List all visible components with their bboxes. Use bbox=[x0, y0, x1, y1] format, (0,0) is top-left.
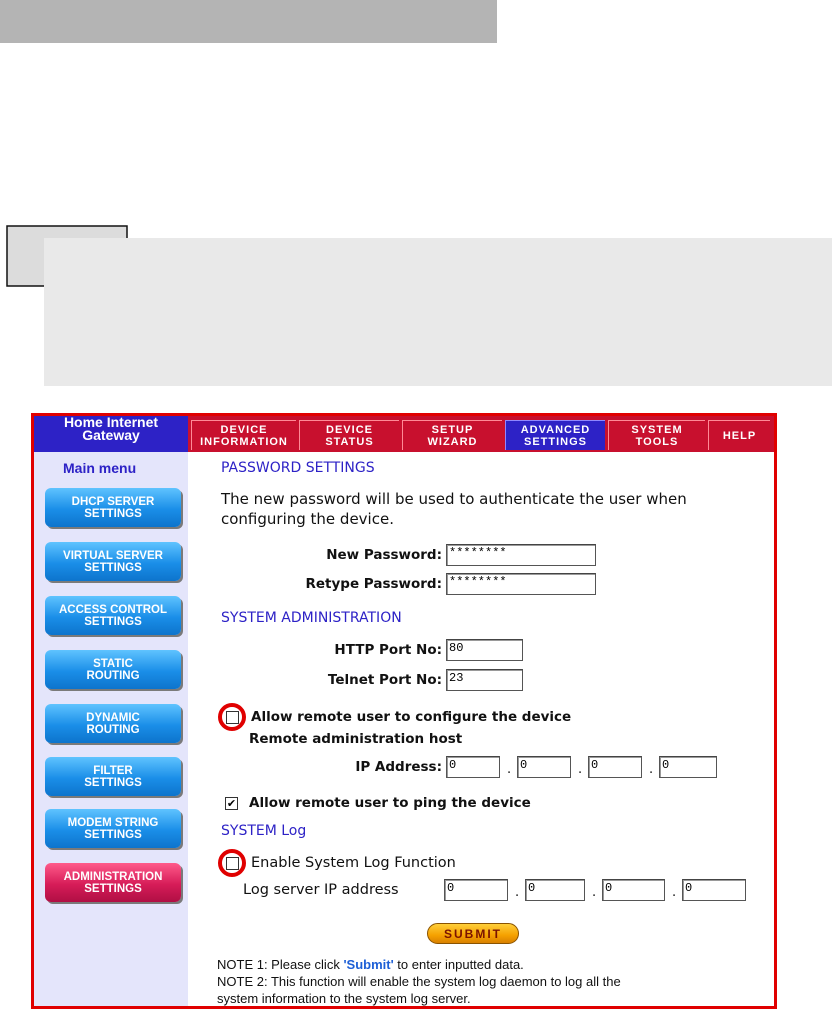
note-1-link: 'Submit' bbox=[343, 957, 394, 972]
tab-label: ADVANCED bbox=[520, 423, 591, 436]
sidebar-item-label: VIRTUAL SERVER bbox=[63, 549, 163, 562]
remote-ip-octet-3[interactable]: 0 bbox=[588, 756, 642, 778]
tab-label: HELP bbox=[722, 429, 757, 442]
top-nav bbox=[34, 416, 774, 452]
sidebar-item-dhcp-server-settings[interactable] bbox=[45, 488, 181, 527]
sidebar-item-virtual-server-settings[interactable] bbox=[45, 542, 181, 581]
remote-host-label: Remote administration host bbox=[249, 731, 463, 747]
sidebar-item-label: SETTINGS bbox=[84, 828, 142, 841]
sidebar-item-static-routing[interactable] bbox=[45, 650, 181, 689]
log-ip-octet-4[interactable]: 0 bbox=[682, 879, 746, 901]
gray-note-band bbox=[44, 238, 832, 386]
note-2-line-1: NOTE 2: This function will enable the system log daemon to log all the bbox=[217, 974, 621, 989]
sidebar bbox=[34, 452, 188, 1006]
brand-line2: Gateway bbox=[82, 427, 140, 443]
password-settings-title: PASSWORD SETTINGS bbox=[221, 460, 375, 476]
system-administration-title: SYSTEM ADMINISTRATION bbox=[221, 610, 402, 626]
submit-button[interactable]: SUBMIT bbox=[427, 923, 519, 944]
tab-device-information[interactable] bbox=[191, 420, 296, 450]
ip-separator: . bbox=[672, 885, 677, 900]
sidebar-item-label: SETTINGS bbox=[84, 507, 142, 520]
http-port-label: HTTP Port No: bbox=[334, 642, 442, 658]
system-log-title: SYSTEM Log bbox=[221, 823, 307, 839]
sidebar-item-label: ADMINISTRATION bbox=[63, 870, 163, 883]
log-ip-octet-2[interactable]: 0 bbox=[525, 879, 585, 901]
sidebar-item-label: ROUTING bbox=[86, 669, 140, 682]
ip-separator: . bbox=[515, 885, 520, 900]
password-description: The new password will be used to authenticate the user when configuring the device. bbox=[221, 490, 687, 528]
router-admin-screenshot bbox=[31, 413, 777, 1009]
ip-separator: . bbox=[578, 762, 583, 777]
telnet-port-label: Telnet Port No: bbox=[327, 672, 442, 688]
sidebar-item-administration-settings[interactable] bbox=[45, 863, 181, 902]
note-1-prefix: NOTE 1: Please click bbox=[217, 957, 344, 972]
retype-password-input[interactable]: ******** bbox=[446, 573, 596, 595]
remote-ip-octet-1[interactable]: 0 bbox=[446, 756, 500, 778]
brand-line1: Home Internet bbox=[63, 414, 159, 430]
note-1-suffix: to enter inputted data. bbox=[393, 957, 524, 972]
tab-label: DEVICE bbox=[220, 423, 268, 436]
http-port-input[interactable]: 80 bbox=[446, 639, 523, 661]
ping-checkbox[interactable]: ✔ bbox=[226, 797, 237, 810]
sidebar-item-filter-settings[interactable] bbox=[45, 757, 181, 796]
tab-advanced-settings[interactable] bbox=[505, 420, 605, 450]
sidebar-item-label: MODEM STRING bbox=[67, 816, 159, 829]
log-server-label: Log server IP address bbox=[243, 882, 399, 898]
remote-config-label: Allow remote user to configure the device bbox=[251, 709, 572, 725]
note-2-line-2: system information to the system log server. bbox=[217, 991, 471, 1006]
tab-label: SYSTEM bbox=[631, 423, 683, 436]
tab-label: TOOLS bbox=[635, 435, 679, 448]
tab-help[interactable] bbox=[708, 420, 770, 450]
telnet-port-input[interactable]: 23 bbox=[446, 669, 523, 691]
ip-separator: . bbox=[592, 885, 597, 900]
sidebar-item-label: SETTINGS bbox=[84, 882, 142, 895]
sidebar-item-modem-string-settings[interactable] bbox=[45, 809, 181, 848]
sidebar-item-label: DYNAMIC bbox=[86, 711, 140, 724]
remote-ip-octet-4[interactable]: 0 bbox=[659, 756, 717, 778]
note-1 bbox=[217, 956, 524, 973]
sidebar-item-label: ACCESS CONTROL bbox=[59, 603, 167, 616]
log-ip-octet-1[interactable]: 0 bbox=[444, 879, 508, 901]
sidebar-item-access-control-settings[interactable] bbox=[45, 596, 181, 635]
enable-log-label: Enable System Log Function bbox=[251, 855, 456, 871]
sidebar-item-dynamic-routing[interactable] bbox=[45, 704, 181, 743]
sidebar-item-label: SETTINGS bbox=[84, 776, 142, 789]
new-password-input[interactable]: ******** bbox=[446, 544, 596, 566]
tab-label: WIZARD bbox=[427, 435, 478, 448]
sidebar-item-label: STATIC bbox=[93, 657, 133, 670]
ip-separator: . bbox=[507, 762, 512, 777]
tab-label: STATUS bbox=[325, 435, 374, 448]
settings-panel bbox=[188, 452, 774, 1006]
sidebar-item-label: ROUTING bbox=[86, 723, 140, 736]
tab-label: INFORMATION bbox=[200, 435, 288, 448]
ip-address-label: IP Address: bbox=[355, 759, 442, 775]
main-menu-title: Main menu bbox=[63, 460, 137, 476]
tab-label: DEVICE bbox=[326, 423, 373, 436]
sidebar-item-label: DHCP SERVER bbox=[71, 495, 155, 508]
new-password-label: New Password: bbox=[326, 547, 442, 563]
tab-device-status[interactable] bbox=[299, 420, 399, 450]
sidebar-item-label: FILTER bbox=[93, 764, 133, 777]
highlight-circle bbox=[218, 703, 246, 731]
log-ip-octet-3[interactable]: 0 bbox=[602, 879, 665, 901]
tab-setup-wizard[interactable] bbox=[402, 420, 502, 450]
sidebar-item-label: SETTINGS bbox=[84, 615, 142, 628]
retype-password-label: Retype Password: bbox=[305, 576, 442, 592]
tab-label: SETUP bbox=[431, 423, 474, 436]
tab-system-tools[interactable] bbox=[608, 420, 705, 450]
ip-separator: . bbox=[649, 762, 654, 777]
remote-ip-octet-2[interactable]: 0 bbox=[517, 756, 571, 778]
top-gray-bar bbox=[0, 0, 497, 43]
sidebar-item-label: SETTINGS bbox=[84, 561, 142, 574]
ping-label: Allow remote user to ping the device bbox=[249, 795, 531, 811]
highlight-circle bbox=[218, 849, 246, 877]
brand-logo bbox=[34, 416, 188, 452]
tab-label: SETTINGS bbox=[523, 435, 587, 448]
